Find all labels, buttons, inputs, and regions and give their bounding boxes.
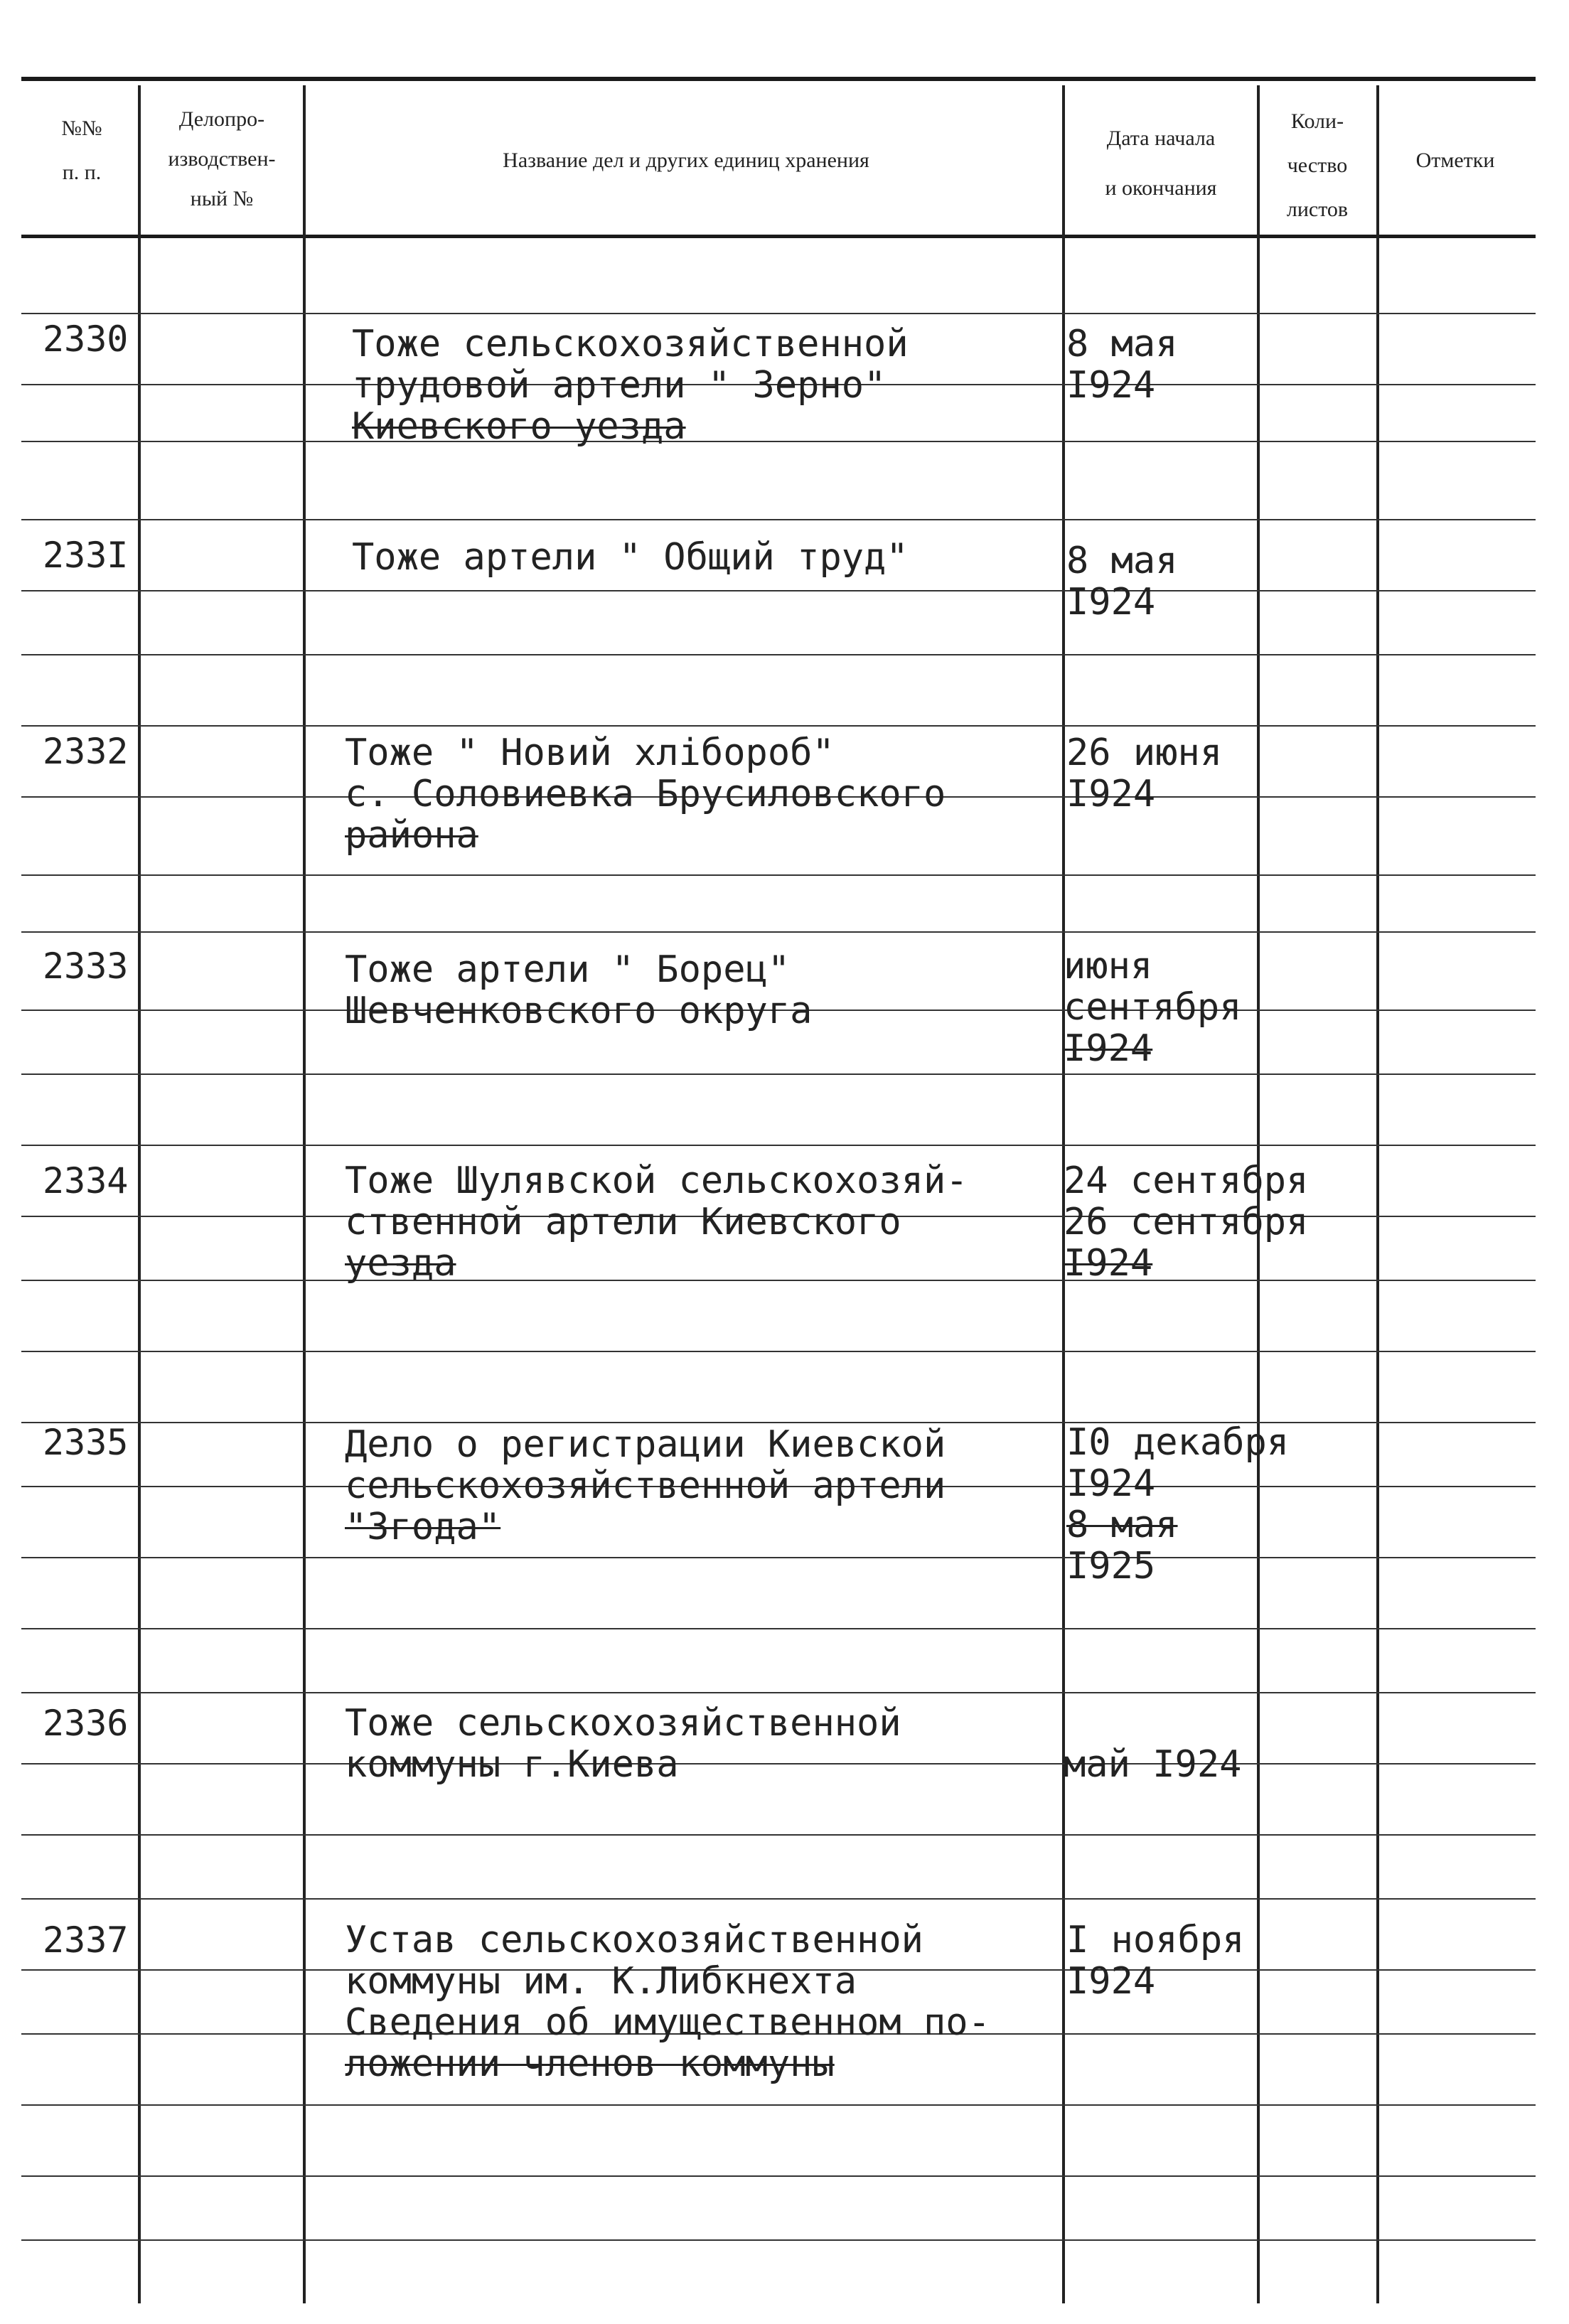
header-title	[313, 139, 1059, 183]
row-number: 233I	[43, 535, 129, 576]
date-line: 8 мая	[1066, 1504, 1178, 1546]
row-title	[352, 323, 909, 447]
header-sheet-count	[1260, 100, 1375, 232]
ruled-line	[21, 931, 1536, 933]
date-line: I924	[1064, 1027, 1153, 1070]
ruled-line	[21, 2239, 1536, 2241]
date-line: 24 сентября	[1064, 1160, 1309, 1202]
ruled-line	[21, 1628, 1536, 1629]
date-line: I924	[1064, 1242, 1153, 1285]
title-line: трудовой артели " Зерно"	[352, 364, 887, 407]
date-line: I ноября	[1066, 1919, 1245, 1961]
date-line: 26 сентября	[1064, 1201, 1309, 1243]
row-number: 2335	[43, 1422, 129, 1463]
column-divider	[1376, 85, 1379, 2303]
date-line: май I924	[1064, 1743, 1242, 1786]
header-number-line1: №№	[61, 117, 102, 140]
ruled-line	[21, 313, 1536, 314]
header-office-line2: изводствен-	[168, 147, 276, 171]
title-line: уезда	[345, 1242, 456, 1285]
ruled-line	[21, 874, 1536, 876]
header-count-line1: Коли-	[1290, 109, 1344, 133]
ruled-line	[21, 519, 1536, 520]
row-title	[352, 537, 909, 578]
row-dates	[1066, 323, 1178, 406]
date-line: I0 декабря	[1066, 1421, 1290, 1464]
row-title	[345, 732, 946, 856]
row-dates	[1064, 1703, 1241, 1785]
ruled-line	[21, 1834, 1536, 1836]
title-line: Сведения об имущественном по-	[345, 2001, 990, 2044]
header-dates-line1: Дата начала	[1106, 127, 1216, 150]
row-number: 2330	[43, 318, 129, 360]
title-line: Киевского уезда	[352, 405, 686, 448]
ruled-line	[21, 654, 1536, 655]
title-line: Тоже " Новий хлібороб"	[345, 732, 835, 774]
ruled-line	[21, 2175, 1536, 2177]
title-line: Шевченковского округа	[345, 990, 813, 1032]
date-line: 26 июня	[1066, 732, 1223, 774]
date-line: I924	[1066, 773, 1156, 815]
header-office-number	[142, 100, 301, 219]
column-divider	[303, 85, 306, 2303]
header-count-line3: листов	[1286, 198, 1349, 221]
ruled-line	[21, 1898, 1536, 1900]
date-line: 8 мая	[1066, 323, 1178, 365]
row-number: 2336	[43, 1703, 129, 1744]
title-line: Тоже сельскохозяйственной	[352, 323, 909, 365]
row-number: 2334	[43, 1160, 129, 1201]
row-dates	[1066, 732, 1222, 815]
header-title-text: Название дел и других единиц хранения	[503, 149, 869, 172]
row-title	[345, 1424, 946, 1548]
top-rule	[21, 77, 1536, 81]
row-title	[345, 949, 812, 1032]
date-line: I924	[1066, 364, 1156, 407]
title-line: ственной артели Киевского	[345, 1201, 901, 1243]
row-dates	[1066, 1422, 1289, 1587]
title-line: Устав сельскохозяйственной	[345, 1919, 923, 1961]
title-line: Тоже сельскохозяйственной	[345, 1702, 901, 1745]
title-line: Тоже артели " Общий труд"	[352, 536, 909, 579]
date-line: сентября	[1064, 986, 1242, 1029]
ruled-line	[21, 725, 1536, 727]
row-number: 2332	[43, 731, 129, 772]
title-line: Тоже артели " Борец"	[345, 948, 791, 991]
row-title	[345, 1160, 968, 1284]
header-office-line3: ный №	[190, 187, 254, 210]
title-line: сельскохозяйственной артели	[345, 1464, 946, 1507]
ruled-line	[21, 590, 1536, 591]
header-office-line1: Делопро-	[178, 107, 265, 131]
ruled-line	[21, 1073, 1536, 1075]
header-dates-line2: и окончания	[1105, 176, 1217, 200]
ruled-line	[21, 1557, 1536, 1558]
row-dates	[1064, 1160, 1308, 1284]
title-line: Дело о регистрации Киевской	[345, 1423, 946, 1466]
header-count-line2: чество	[1287, 154, 1348, 177]
title-line: ложении членов коммуны	[345, 2042, 835, 2085]
title-line: коммуны им. К.Либкнехта	[345, 1960, 857, 2003]
date-line: I924	[1066, 1462, 1156, 1505]
date-line: I925	[1066, 1545, 1156, 1587]
date-line: I924	[1066, 1960, 1156, 2003]
header-notes-text: Отметки	[1415, 149, 1495, 172]
row-number: 2337	[43, 1919, 129, 1961]
row-dates	[1066, 1919, 1244, 2002]
ruled-line	[21, 2104, 1536, 2106]
header-dates	[1066, 114, 1255, 213]
date-line: июня	[1064, 945, 1153, 987]
header-rule	[21, 235, 1536, 238]
header-number	[28, 107, 135, 195]
date-line: I924	[1066, 581, 1156, 623]
title-line: "Згода"	[345, 1506, 501, 1548]
ruled-line	[21, 1145, 1536, 1146]
ruled-line	[21, 1351, 1536, 1352]
ruled-line	[21, 1692, 1536, 1693]
date-line: 8 мая	[1066, 540, 1178, 582]
title-line: района	[345, 814, 478, 857]
title-line: коммуны г.Киева	[345, 1743, 679, 1786]
column-divider	[138, 85, 141, 2303]
row-number: 2333	[43, 946, 129, 987]
title-line: Тоже Шулявской сельскохозяй-	[345, 1160, 968, 1202]
header-notes	[1381, 139, 1530, 183]
row-dates	[1064, 946, 1241, 1069]
row-dates	[1066, 540, 1178, 623]
title-line: с. Соловиевка Брусиловского	[345, 773, 946, 815]
row-title	[345, 1919, 990, 2084]
header-number-line2: п. п.	[62, 161, 102, 184]
row-title	[345, 1703, 901, 1785]
